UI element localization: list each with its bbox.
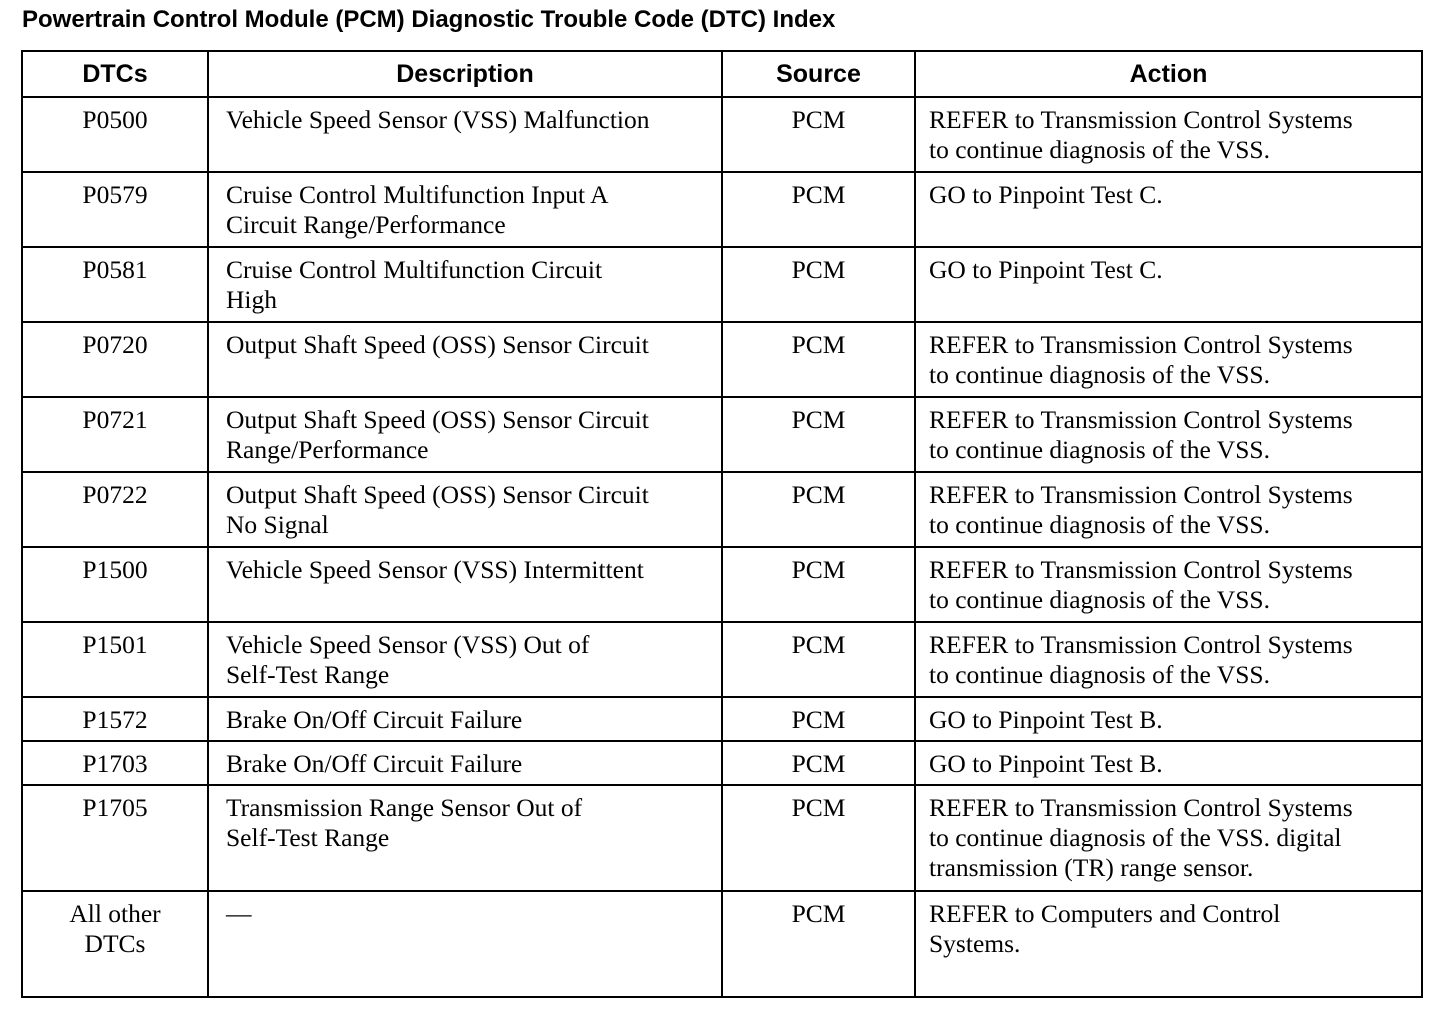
description-cell: Transmission Range Sensor Out of Self-Test Range (208, 785, 722, 891)
dtc-code-cell: P0500 (22, 97, 208, 172)
description-cell: Output Shaft Speed (OSS) Sensor Circuit (208, 322, 722, 397)
action-cell: REFER to Transmission Control Systems to continue diagnosis of the VSS. (915, 622, 1422, 697)
source-cell: PCM (722, 97, 915, 172)
action-cell: REFER to Transmission Control Systems to continue diagnosis of the VSS. (915, 547, 1422, 622)
table-row (22, 322, 1422, 397)
dtc-code-cell: P1501 (22, 622, 208, 697)
table-row (22, 547, 1422, 622)
source-cell: PCM (722, 891, 915, 997)
table-row (22, 397, 1422, 472)
source-cell: PCM (722, 622, 915, 697)
source-cell: PCM (722, 547, 915, 622)
column-header-source: Source (722, 51, 915, 97)
table-row (22, 97, 1422, 172)
description-cell: Output Shaft Speed (OSS) Sensor Circuit No Signal (208, 472, 722, 547)
source-cell: PCM (722, 172, 915, 247)
action-cell: REFER to Transmission Control Systems to continue diagnosis of the VSS. (915, 397, 1422, 472)
action-cell: REFER to Transmission Control Systems to continue diagnosis of the VSS. (915, 97, 1422, 172)
action-cell: REFER to Transmission Control Systems to continue diagnosis of the VSS. digital transmission (TR) range sensor. (915, 785, 1422, 891)
dtc-code-cell: P1705 (22, 785, 208, 891)
description-cell: Vehicle Speed Sensor (VSS) Intermittent (208, 547, 722, 622)
table-row (22, 247, 1422, 322)
table-row (22, 741, 1422, 785)
dtc-code-cell: All other DTCs (22, 891, 208, 997)
description-cell: Cruise Control Multifunction Circuit High (208, 247, 722, 322)
source-cell: PCM (722, 247, 915, 322)
action-cell: GO to Pinpoint Test C. (915, 172, 1422, 247)
action-cell: GO to Pinpoint Test B. (915, 741, 1422, 785)
source-cell: PCM (722, 472, 915, 547)
source-cell: PCM (722, 397, 915, 472)
table-row (22, 172, 1422, 247)
dtc-code-cell: P0721 (22, 397, 208, 472)
table-row (22, 472, 1422, 547)
action-cell: REFER to Transmission Control Systems to continue diagnosis of the VSS. (915, 472, 1422, 547)
source-cell: PCM (722, 322, 915, 397)
source-cell: PCM (722, 785, 915, 891)
dtc-code-cell: P0722 (22, 472, 208, 547)
dtc-code-cell: P1572 (22, 697, 208, 741)
action-cell: REFER to Transmission Control Systems to continue diagnosis of the VSS. (915, 322, 1422, 397)
dtc-code-cell: P1500 (22, 547, 208, 622)
column-header-description: Description (208, 51, 722, 97)
dtc-code-cell: P0720 (22, 322, 208, 397)
action-cell: GO to Pinpoint Test C. (915, 247, 1422, 322)
description-cell: Vehicle Speed Sensor (VSS) Malfunction (208, 97, 722, 172)
column-header-action: Action (915, 51, 1422, 97)
column-header-dtcs: DTCs (22, 51, 208, 97)
source-cell: PCM (722, 697, 915, 741)
dtc-code-cell: P0581 (22, 247, 208, 322)
description-cell: — (208, 891, 722, 997)
description-cell: Output Shaft Speed (OSS) Sensor Circuit Range/Performance (208, 397, 722, 472)
table-row (22, 785, 1422, 891)
description-cell: Vehicle Speed Sensor (VSS) Out of Self-Test Range (208, 622, 722, 697)
table-row (22, 891, 1422, 997)
description-cell: Brake On/Off Circuit Failure (208, 697, 722, 741)
description-cell: Cruise Control Multifunction Input A Circuit Range/Performance (208, 172, 722, 247)
dtc-code-cell: P0579 (22, 172, 208, 247)
action-cell: GO to Pinpoint Test B. (915, 697, 1422, 741)
dtc-index-table (21, 50, 1423, 998)
description-cell: Brake On/Off Circuit Failure (208, 741, 722, 785)
table-row (22, 622, 1422, 697)
table-row (22, 697, 1422, 741)
document-title: Powertrain Control Module (PCM) Diagnostic Trouble Code (DTC) Index (22, 6, 836, 33)
source-cell: PCM (722, 741, 915, 785)
table-header-row (22, 51, 1422, 97)
action-cell: REFER to Computers and Control Systems. (915, 891, 1422, 997)
dtc-code-cell: P1703 (22, 741, 208, 785)
